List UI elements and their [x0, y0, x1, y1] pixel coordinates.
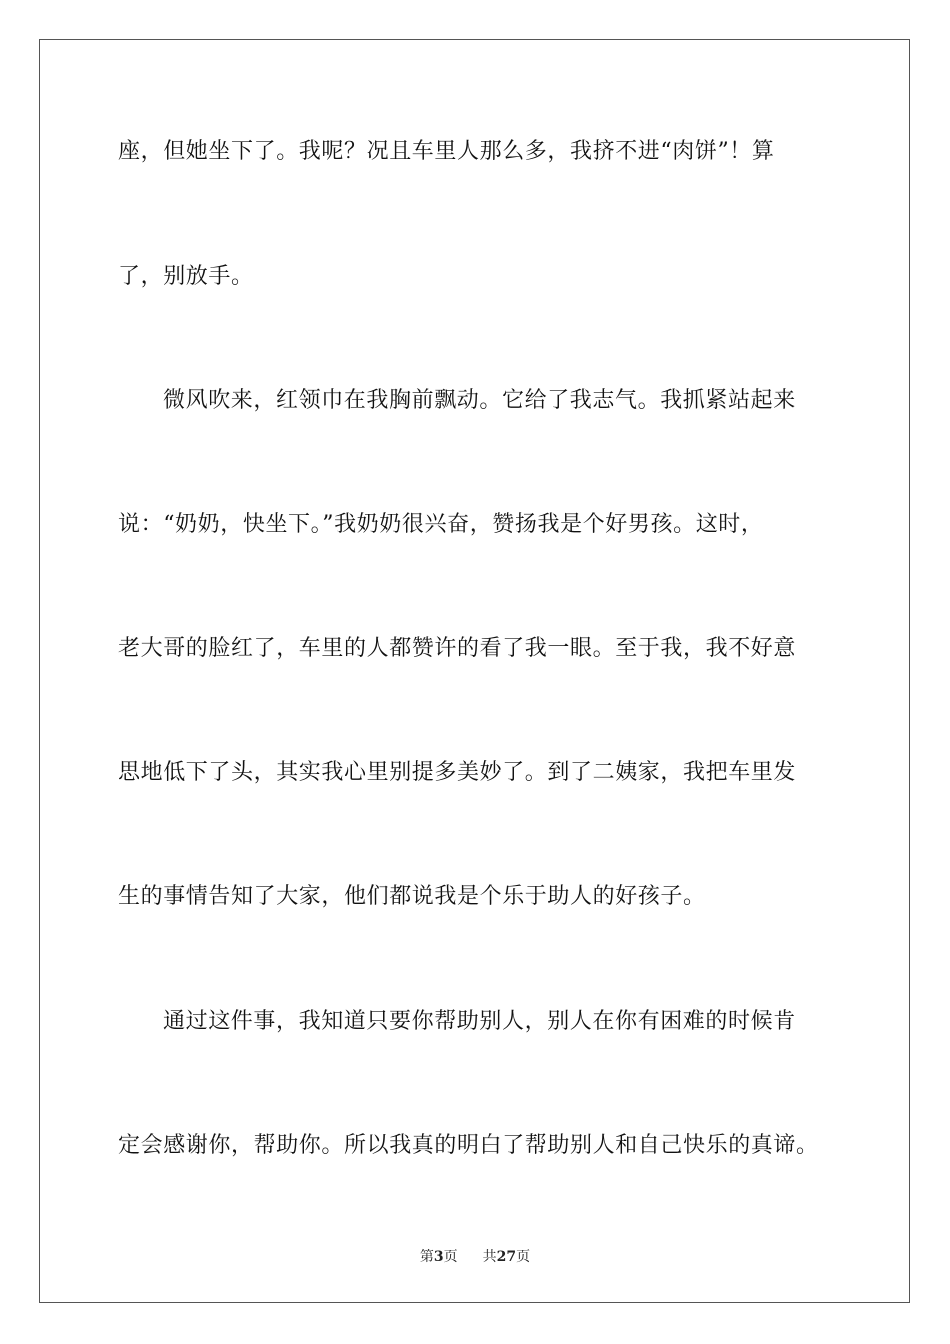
- text-line-7: 生的事情告知了大家，他们都说我是个乐于助人的好孩子。: [118, 884, 706, 909]
- page-number-prefix: 第: [419, 1249, 434, 1265]
- text-line-9: 定会感谢你，帮助你。所以我真的明白了帮助别人和自己快乐的真谛。: [118, 1133, 819, 1158]
- text-line-6: 思地低下了头，其实我心里别提多美妙了。到了二姨家，我把车里发: [118, 760, 797, 785]
- text-line-8: 通过这件事，我知道只要你帮助别人，别人在你有困难的时候肯: [163, 1009, 796, 1034]
- text-line-3: 微风吹来，红领巾在我胸前飘动。它给了我志气。我抓紧站起来: [163, 388, 796, 413]
- page-footer: [0, 1248, 950, 1266]
- total-pages-prefix: 共: [482, 1249, 497, 1265]
- page-number: 3: [433, 1249, 444, 1265]
- page-border: [39, 39, 910, 1303]
- page-number-suffix: 页: [443, 1249, 458, 1265]
- text-line-1: 座，但她坐下了。我呢？况且车里人那么多，我挤不进“肉饼”！算: [118, 139, 775, 164]
- text-line-5: 老大哥的脸红了，车里的人都赞许的看了我一眼。至于我，我不好意: [118, 636, 797, 661]
- text-line-4: 说：“奶奶，快坐下。”我奶奶很兴奋，赞扬我是个好男孩。这时，: [118, 512, 764, 537]
- total-pages-suffix: 页: [516, 1249, 531, 1265]
- total-pages: 27: [496, 1249, 517, 1265]
- text-line-2: 了，别放手。: [118, 264, 254, 289]
